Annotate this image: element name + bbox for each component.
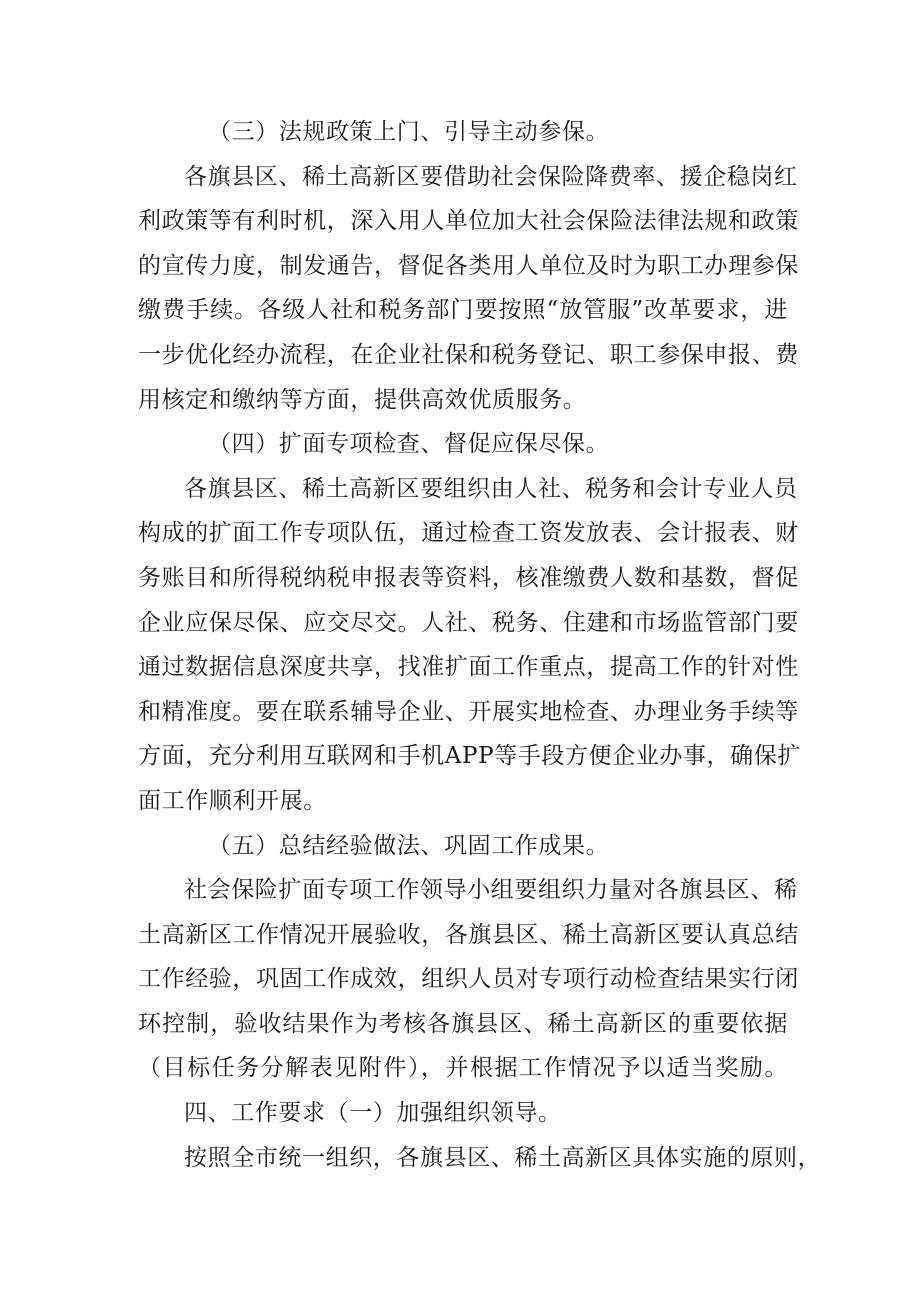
paragraph-line: 按照全市统一组织，各旗县区、稀土高新区具体实施的原则，	[184, 1144, 822, 1171]
paragraph-line: 各旗县区、稀土高新区要组织由人社、税务和会计专业人员	[184, 475, 798, 502]
section-heading-4: （四）扩面专项检查、督促应保尽保。	[208, 431, 610, 458]
paragraph-line: 的宣传力度，制发通告，督促各类用人单位及时为职工办理参保	[138, 252, 799, 279]
document-page	[138, 110, 822, 1180]
paragraph-line: 构成的扩面工作专项队伍，通过检查工资发放表、会计报表、财	[138, 520, 799, 547]
section-heading-5: （五）总结经验做法、巩固工作成果。	[208, 832, 610, 859]
section-heading-3: （三）法规政策上门、引导主动参保。	[208, 119, 610, 145]
paragraph-line: 缴费手续。各级人社和税务部门要按照“放管服”改革要求，进	[138, 297, 788, 324]
paragraph-line: 一步优化经办流程，在企业社保和税务登记、职工参保申报、费	[138, 341, 799, 368]
paragraph-line: 用核定和缴纳等方面，提供高效优质服务。	[138, 386, 587, 413]
section-heading-requirements: 四、工作要求（一）加强组织领导。	[184, 1100, 562, 1127]
paragraph-line: 利政策等有利时机，深入用人单位加大社会保险法律法规和政策	[138, 208, 799, 235]
paragraph-line: 土高新区工作情况开展验收，各旗县区、稀土高新区要认真总结	[138, 921, 799, 948]
paragraph-line: 方面，充分利用互联网和手机APP等手段方便企业办事，确保扩	[138, 743, 801, 770]
paragraph-line: 务账目和所得税纳税申报表等资料，核准缴费人数和基数，督促	[138, 564, 799, 591]
paragraph-line: 工作经验，巩固工作成效，组织人员对专项行动检查结果实行闭	[138, 966, 799, 993]
paragraph-line: 环控制，验收结果作为考核各旗县区、稀土高新区的重要依据	[138, 1010, 788, 1037]
paragraph-line: 各旗县区、稀土高新区要借助社会保险降费率、援企稳岗红	[184, 163, 798, 190]
paragraph-line: 通过数据信息深度共享，找准扩面工作重点，提高工作的针对性	[138, 654, 799, 681]
paragraph-line: （目标任务分解表见附件），并根据工作情况予以适当奖励。	[138, 1055, 788, 1082]
paragraph-line: 社会保险扩面专项工作领导小组要组织力量对各旗县区、稀	[184, 877, 798, 904]
paragraph-line: 企业应保尽保、应交尽交。人社、税务、住建和市场监管部门要	[138, 609, 799, 636]
paragraph-line: 和精准度。要在联系辅导企业、开展实地检查、办理业务手续等	[138, 698, 799, 725]
paragraph-line: 面工作顺利开展。	[138, 787, 327, 814]
